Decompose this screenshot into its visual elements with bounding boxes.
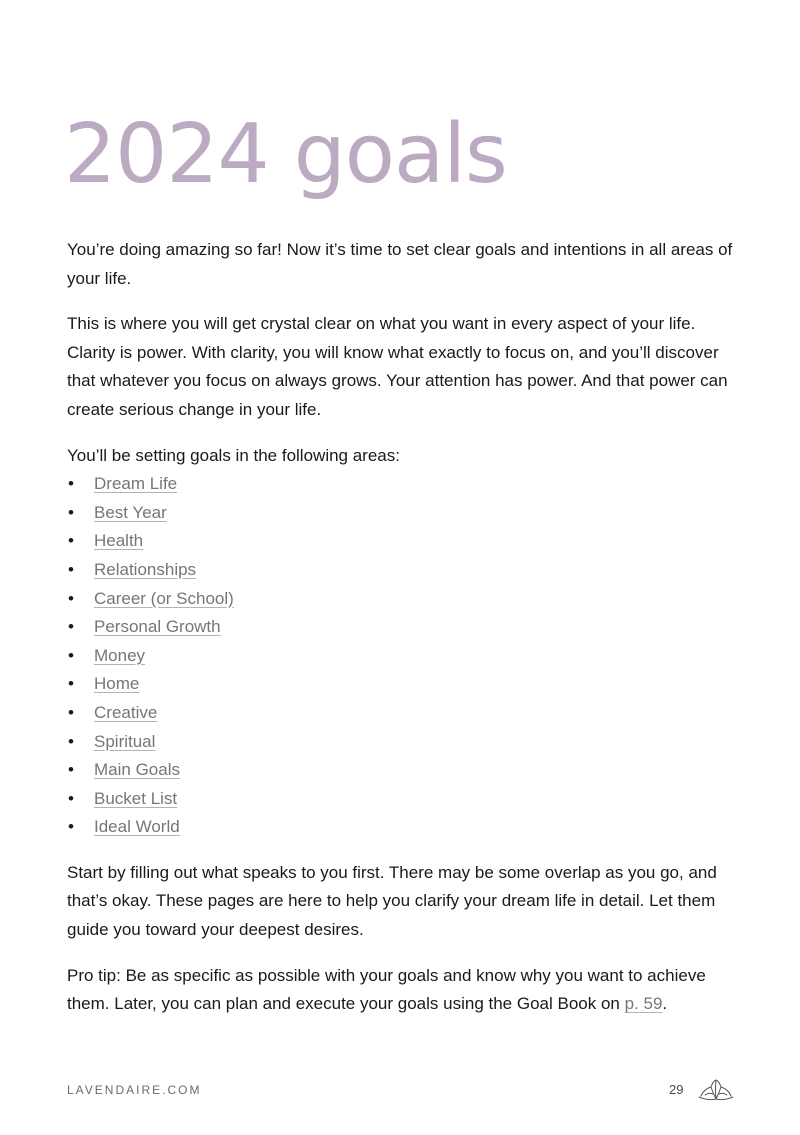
- closing-paragraph: Start by filling out what speaks to you first. There may be some overlap as you go, and that’s okay. These pages are here to help you clarify your dream life in detail. Let them guide you toward your deepest desires.: [67, 862, 717, 940]
- intro-paragraph-2: This is where you will get crystal clear on what you want in every aspect of your life. Clarity is power. With clarity, you will know what exactly to focus on, and you’ll discover that whatever you focus on always grows. Your attention has power. And that power can create serious change in your life.: [67, 314, 728, 419]
- bullet-icon: •: [68, 474, 74, 494]
- list-item-spiritual: [67, 728, 737, 757]
- lotus-icon: [697, 1078, 735, 1102]
- link-creative[interactable]: Creative: [94, 702, 158, 722]
- list-item-personal-growth: [67, 613, 737, 642]
- bullet-icon: •: [68, 817, 74, 837]
- list-intro: You’ll be setting goals in the following areas:: [67, 445, 400, 465]
- link-best-year[interactable]: Best Year: [94, 502, 167, 522]
- bullet-icon: •: [68, 617, 74, 637]
- link-relationships[interactable]: Relationships: [94, 559, 197, 579]
- link-career[interactable]: Career (or School): [94, 588, 234, 608]
- list-item-ideal-world: [67, 813, 737, 842]
- list-item-creative: [67, 699, 737, 728]
- link-bucket-list[interactable]: Bucket List: [94, 788, 178, 808]
- intro-paragraph-1: You’re doing amazing so far! Now it’s time to set clear goals and intentions in all areas of your life.: [67, 240, 733, 288]
- page-number: 29: [669, 1082, 684, 1097]
- list-item-home: [67, 670, 737, 699]
- page-content: [67, 236, 737, 1036]
- list-item-health: [67, 527, 737, 556]
- link-ideal-world[interactable]: Ideal World: [94, 817, 180, 837]
- bullet-icon: •: [68, 531, 74, 551]
- pro-tip-paragraph: [67, 962, 737, 1019]
- bullet-icon: •: [68, 674, 74, 694]
- bullet-icon: •: [68, 645, 74, 665]
- list-item-best-year: [67, 499, 737, 528]
- pro-tip-text: Pro tip: Be as specific as possible with your goals and know why you want to achieve them. Later, you can plan and execute your goals using the Goal Book on: [67, 965, 706, 1014]
- link-dream-life[interactable]: Dream Life: [94, 474, 178, 494]
- bullet-icon: •: [68, 788, 74, 808]
- page-title: 2024 goals: [64, 107, 507, 202]
- list-item-bucket-list: [67, 785, 737, 814]
- link-spiritual[interactable]: Spiritual: [94, 731, 156, 751]
- list-item-relationships: [67, 556, 737, 585]
- list-item-career: [67, 585, 737, 614]
- pro-tip-end: .: [662, 994, 668, 1014]
- link-home[interactable]: Home: [94, 674, 140, 694]
- bullet-icon: •: [68, 502, 74, 522]
- goal-areas-list: [67, 470, 737, 842]
- link-money[interactable]: Money: [94, 645, 146, 665]
- bullet-icon: •: [68, 588, 74, 608]
- link-personal-growth[interactable]: Personal Growth: [94, 617, 221, 637]
- list-item-main-goals: [67, 756, 737, 785]
- list-item-money: [67, 642, 737, 671]
- goal-book-page-link[interactable]: p. 59: [624, 994, 663, 1014]
- list-item-dream-life: [67, 470, 737, 499]
- link-main-goals[interactable]: Main Goals: [94, 760, 180, 780]
- bullet-icon: •: [68, 760, 74, 780]
- bullet-icon: •: [68, 731, 74, 751]
- bullet-icon: •: [68, 702, 74, 722]
- bullet-icon: •: [68, 559, 74, 579]
- link-health[interactable]: Health: [94, 531, 144, 551]
- footer-site-name: LAVENDAIRE.COM: [67, 1083, 202, 1097]
